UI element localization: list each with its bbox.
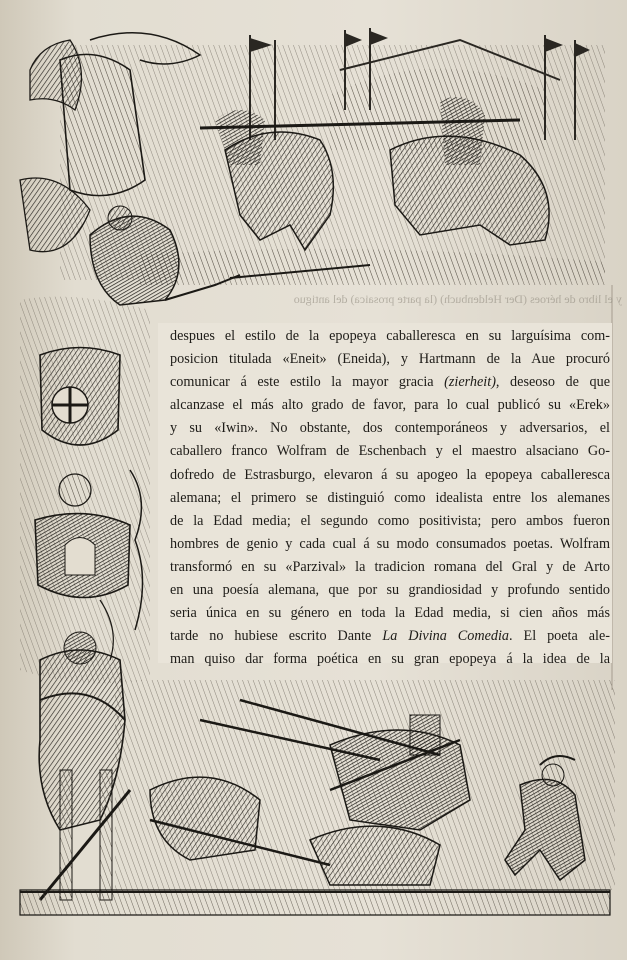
text-run: en una poesía alemana, que por su grandiosidad y profundo sentido: [170, 582, 610, 599]
text-run: tarde no hubiese escrito Dante: [170, 628, 383, 645]
bleed-through-text: y el libro de héroes (Der Heldenbuch) (la parte prosaica) del antiguo: [293, 292, 622, 306]
text-run: caballero franco Wolfram de Eschenbach y el maestro alsaciano Go-: [170, 443, 610, 460]
text-run: man quiso dar forma poética en su gran epopeya á la idea de la: [170, 651, 610, 668]
text-run: posicion titulada «Eneit» (Eneida), y Hartmann de la Aue procuró: [170, 351, 610, 368]
text-run: alemana; el primero se distinguió como idealista entre los alemanes: [170, 489, 610, 506]
text-run: y su «Iwin». No obstante, dos contemporáneos y adversarios, el: [170, 420, 610, 437]
body-text: [158, 323, 612, 668]
text-line: [170, 325, 610, 348]
text-run: dofredo de Estrasburgo, elevaron á su apogeo la epopeya caballeresca: [170, 466, 610, 483]
text-line: [170, 371, 610, 394]
battle-scene: [20, 632, 615, 915]
text-line: [170, 417, 610, 440]
text-line: [170, 487, 610, 510]
text-run: . El poeta ale-: [509, 628, 611, 645]
italic-text: La Divina Comedia: [382, 628, 510, 645]
text-run: transformó en su «Parzival» la tradicion romana del Gral y de Arto: [170, 558, 610, 575]
text-line: [170, 625, 610, 648]
text-line: [170, 602, 610, 625]
italic-text: (zierheit): [444, 374, 496, 391]
text-line: [170, 394, 610, 417]
text-line: [170, 464, 610, 487]
text-run: de la Edad media; el segundo como positivista; pero ambos fueron: [170, 512, 610, 529]
text-run: comunicar á este estilo la mayor gracia: [170, 374, 445, 391]
text-run: , deseoso de que: [495, 374, 611, 391]
text-line: [170, 533, 610, 556]
text-line: [170, 440, 610, 463]
text-run: seria única en su género en toda la Edad media, si cien años más: [170, 605, 610, 622]
text-line: [170, 348, 610, 371]
text-line: [170, 579, 610, 602]
text-line: [170, 648, 610, 671]
text-line: [170, 556, 610, 579]
text-run: alcanzase el más alto grado de favor, para lo cual publicó su «Erek»: [170, 397, 610, 414]
left-border-column: [20, 297, 150, 684]
text-line: [170, 510, 610, 533]
text-run: hombres de genio y cada cual á su modo consumados poetas. Wolfram: [170, 535, 610, 552]
text-run: despues el estilo de la epopeya caballeresca en su larguísima com-: [170, 328, 610, 344]
